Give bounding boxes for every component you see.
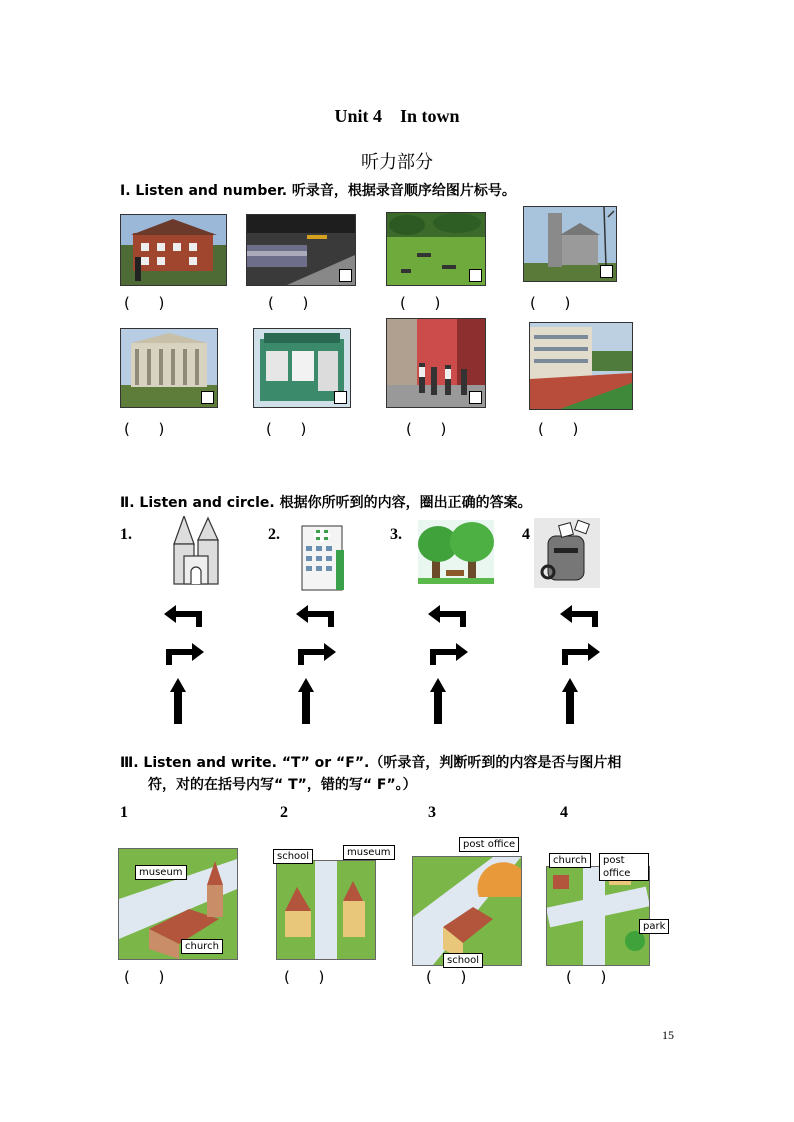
direction-arrows-2[interactable]: [296, 600, 340, 728]
direction-arrows-1[interactable]: [164, 600, 208, 728]
turn-left-arrow: [560, 605, 598, 627]
house-photo: [120, 214, 227, 286]
church-icon: [164, 516, 226, 588]
item-number: 1: [120, 804, 128, 821]
park-photo: [386, 212, 486, 286]
item-number: 3.: [390, 526, 402, 543]
map-4: [546, 855, 666, 966]
map-2: [276, 847, 391, 960]
map-1: [118, 848, 238, 960]
section3-heading-line1: Ⅲ. Listen and write. “T” or “F”.（听录音，判断听到的内容是否与图片相: [120, 755, 622, 771]
turn-left-arrow: [164, 605, 202, 627]
map-label: museum: [343, 845, 395, 860]
map-label: post office: [459, 837, 519, 852]
item-number: 4: [522, 526, 530, 543]
turn-right-arrow: [166, 643, 204, 665]
page-subtitle: 听力部分: [361, 152, 433, 173]
item-number: 4: [560, 804, 568, 821]
paren-3: ( ): [400, 294, 441, 312]
paren-9: ( ): [124, 968, 165, 986]
item-number: 2: [280, 804, 288, 821]
section2-heading: Ⅱ. Listen and circle. 根据你所听到的内容，圈出正确的答案。: [120, 495, 532, 511]
school-photo: [529, 322, 633, 410]
paren-8: ( ): [538, 420, 579, 438]
map-label: park: [639, 919, 669, 934]
section1-heading: Ⅰ. Listen and number. 听录音，根据录音顺序给图片标号。: [120, 183, 516, 199]
turn-right-arrow: [430, 643, 468, 665]
direction-arrows-3[interactable]: [428, 600, 472, 728]
page-title: Unit 4 In town: [334, 106, 460, 126]
section3-heading-line2: 符，对的在括号内写“ T”，错的写“ F”。）: [148, 777, 417, 793]
train-station-photo: [246, 214, 356, 286]
map-label: church: [549, 853, 591, 868]
turn-right-arrow: [298, 643, 336, 665]
direction-arrows-4[interactable]: [560, 600, 604, 728]
map-label: school: [273, 849, 313, 864]
item-number: 1.: [120, 526, 132, 543]
map-label: church: [181, 939, 223, 954]
turn-right-arrow: [562, 643, 600, 665]
church-photo: [523, 206, 617, 282]
item-number: 2.: [268, 526, 280, 543]
hospital-icon: [296, 520, 348, 594]
map-label: museum: [135, 865, 187, 880]
park-icon: [418, 520, 494, 584]
post-box-icon: [534, 518, 600, 588]
turn-left-arrow: [428, 605, 466, 627]
item-number: 3: [428, 804, 436, 821]
tourist-office-photo: [253, 328, 351, 408]
paren-6: ( ): [266, 420, 307, 438]
turn-left-arrow: [296, 605, 334, 627]
paren-10: ( ): [284, 968, 325, 986]
map-3: [412, 839, 522, 966]
map-label: school: [443, 953, 483, 968]
paren-12: ( ): [566, 968, 607, 986]
page-number: 15: [662, 1028, 674, 1042]
street-photo: [386, 318, 486, 408]
paren-4: ( ): [530, 294, 571, 312]
museum-photo: [120, 328, 218, 408]
paren-1: ( ): [124, 294, 165, 312]
paren-7: ( ): [406, 420, 447, 438]
paren-5: ( ): [124, 420, 165, 438]
map-label: post office: [599, 853, 649, 881]
paren-11: ( ): [426, 968, 467, 986]
paren-2: ( ): [268, 294, 309, 312]
